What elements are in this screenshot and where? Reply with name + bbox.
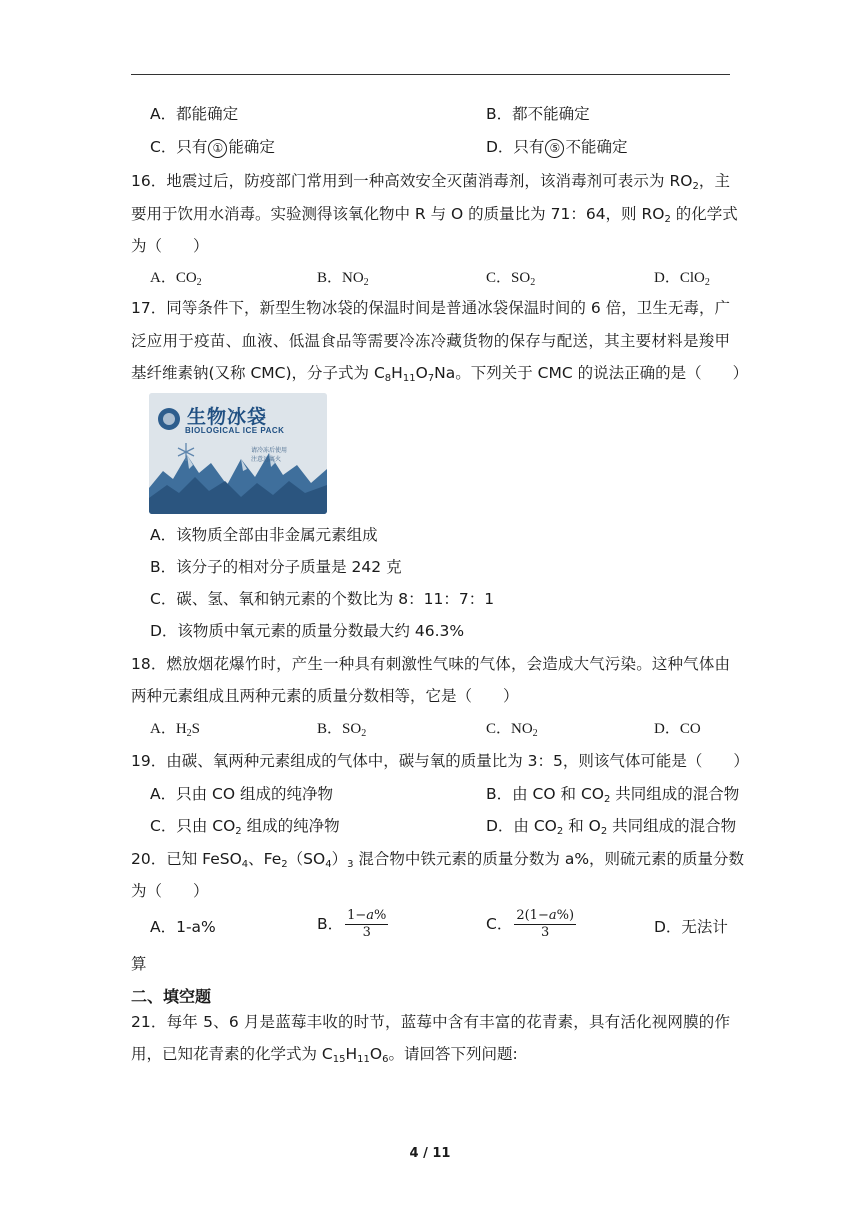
q18-option-a: A．$H_2S$ [150, 721, 201, 739]
circled-number: ① [208, 139, 227, 158]
q17-option-a: A．该物质全部由非金属元素组成 [150, 526, 378, 544]
ice-pack-title: 生物冰袋 [187, 406, 268, 428]
circled-number: ⑤ [545, 139, 564, 158]
page-number: 4 / 11 [409, 1146, 451, 1161]
q20-option-a: A．1-a% [150, 918, 216, 936]
section-heading: 二、填空题 [131, 987, 212, 1006]
q15-option-a: A．都能确定 [150, 105, 239, 123]
q17-line-1: 17．同等条件下，新型生物冰袋的保温时间是普通冰袋保温时间的 6 倍，卫生无毒，广 [131, 299, 730, 317]
q17-option-c: C．碳、氢、氧和钠元素的个数比为 8：11：7：1 [150, 590, 495, 608]
q20-option-b: B． $\frac{\text{1−𝑎\%}}{3}$ [317, 908, 387, 940]
q20-option-c: C． $\frac{\text{2(1−𝑎\%)}}{3}$ [486, 908, 575, 940]
q16-option-b: B．$NO_2$ [317, 270, 369, 288]
q17-option-b: B．该分子的相对分子质量是 242 克 [150, 558, 402, 576]
q19-option-d: D．由 $CO_2$ 和 $O_2$ 共同组成的混合物 [486, 817, 737, 837]
ice-pack-note-1: 请冷冻后使用 [251, 447, 288, 454]
fraction: $\frac{\text{2(1−𝑎\%)}}{3}$ [516, 908, 575, 940]
q18-option-b: B．$SO_2$ [317, 721, 367, 739]
q17-line-2: 泛应用于疫苗、血液、低温食品等需要冷冻冷藏货物的保存与配送，其主要材料是羧甲 [131, 332, 730, 350]
q19-line-1: 19．由碳、氧两种元素组成的气体中，碳与氧的质量比为 3：5，则该气体可能是（ ） [131, 752, 749, 770]
q17-line-3: 基纤维素钠(又称 CMC)，分子式为 $C_8H_{11}O_7Na$。下列关于 CMC 的说法正确的是（ ） [131, 364, 749, 384]
header-rule [131, 74, 730, 75]
ice-pack-subtitle: BIOLOGICAL ICE PACK [185, 426, 285, 435]
q18-line-2: 两种元素组成且两种元素的质量分数相等，它是（ ） [131, 687, 519, 705]
q15-option-c: C．只有 ① 能确定 [150, 138, 275, 156]
q15-option-b: B．都不能确定 [486, 105, 590, 123]
q15-option-d: D．只有 ⑤ 不能确定 [486, 138, 628, 156]
q19-option-b: B．由 CO 和 $CO_2$ 共同组成的混合物 [486, 785, 740, 805]
ice-pack-image [149, 393, 327, 514]
q16-line-3: 为（ ） [131, 237, 209, 255]
q16-line-2: 要用于饮用水消毒。实验测得该氧化物中 R 与 O 的质量比为 71：64，则 $RO_2$ 的化学式 [131, 205, 738, 225]
q20-line-1: 20．已知 FeSO$_4$、$Fe_2(SO_4)_3$ 混合物中铁元素的质量分数为 a%，则硫元素的质量分数 [131, 850, 745, 870]
q17-option-d: D．该物质中氧元素的质量分数最大约 46.3% [150, 622, 465, 640]
q21-line-2: 用，已知花青素的化学式为 $C_{15}H_{11}O_6$。请回答下列问题: [131, 1045, 518, 1065]
ice-pack-note-2: 注意远离火 [251, 456, 282, 463]
q19-option-a: A．只由 CO 组成的纯净物 [150, 785, 333, 803]
q18-option-d: D．CO [654, 721, 701, 737]
q18-option-c: C．$NO_2$ [486, 721, 538, 739]
q18-line-1: 18．燃放烟花爆竹时，产生一种具有刺激性气味的气体，会造成大气污染。这种气体由 [131, 655, 730, 673]
q20-option-d: D．无法计 [654, 918, 728, 936]
q19-option-c: C．只由 $CO_2$ 组成的纯净物 [150, 817, 340, 837]
q20-line-2: 为（ ） [131, 882, 209, 900]
q20-option-d-continued: 算 [131, 955, 147, 973]
q16-option-a: A．$CO_2$ [150, 270, 202, 288]
fraction: $\frac{\text{1−𝑎\%}}{3}$ [347, 908, 387, 940]
q21-line-1: 21．每年 5、6 月是蓝莓丰收的时节，蓝莓中含有丰富的花青素，具有活化视网膜的作 [131, 1013, 730, 1031]
q16-option-c: C．$SO_2$ [486, 270, 536, 288]
q16-option-d: D．ClO$_2$ [654, 270, 710, 288]
q16-line-1: 16．地震过后，防疫部门常用到一种高效安全灭菌消毒剂，该消毒剂可表示为 $RO_2$，主 [131, 172, 730, 192]
